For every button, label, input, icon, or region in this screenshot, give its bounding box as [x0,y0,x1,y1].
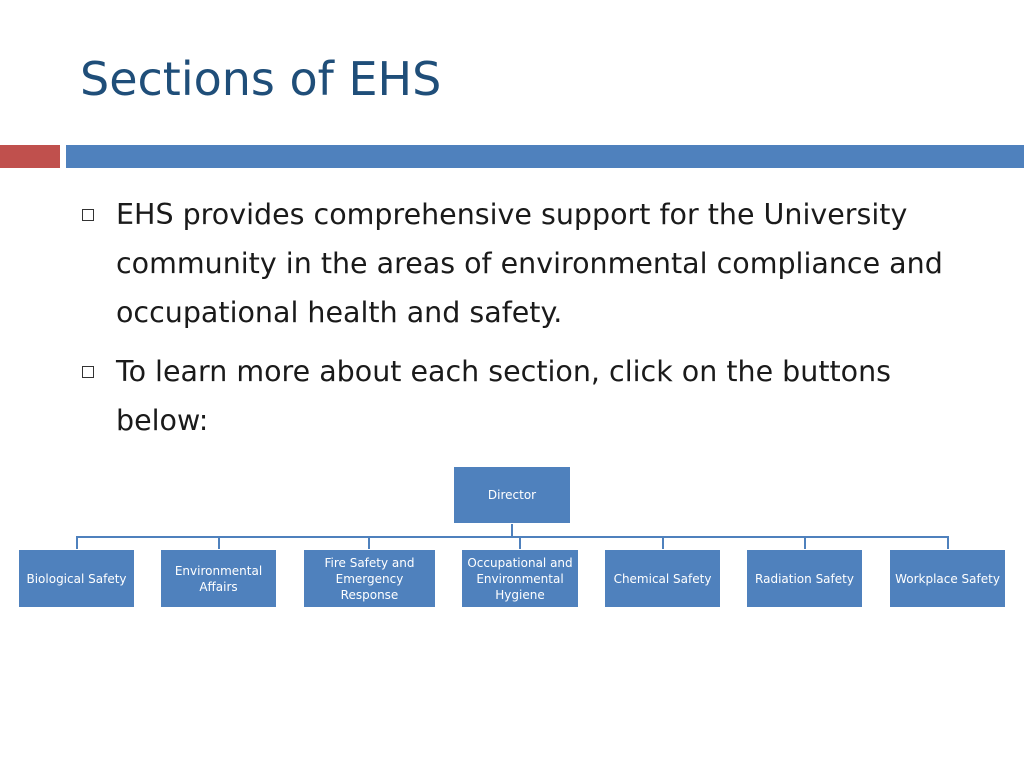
environmental-affairs-button[interactable]: Environmental Affairs [160,549,277,608]
connector-line [76,536,78,550]
slide-title: Sections of EHS [80,52,442,106]
connector-line [947,536,949,550]
chemical-safety-button[interactable]: Chemical Safety [604,549,721,608]
square-bullet-icon [82,209,94,221]
bullet-item [80,190,980,337]
fire-safety-button[interactable]: Fire Safety and Emergency Response [303,549,436,608]
bullet-list [80,190,980,455]
connector-line [662,536,664,550]
accent-bar-red [0,145,60,168]
workplace-safety-button[interactable]: Workplace Safety [889,549,1006,608]
radiation-safety-button[interactable]: Radiation Safety [746,549,863,608]
square-bullet-icon [82,366,94,378]
connector-line [218,536,220,550]
bullet-text: To learn more about each section, click on the buttons below: [116,355,892,437]
bullet-text: EHS provides comprehensive support for the University community in the areas of environmental compliance and occupational health and safety. [116,198,943,329]
accent-bar-blue [66,145,1024,168]
connector-line [519,536,521,550]
connector-line [76,536,949,538]
connector-line [368,536,370,550]
bullet-item [80,347,980,445]
director-button[interactable]: Director [453,466,571,524]
occupational-hygiene-button[interactable]: Occupational and Environmental Hygiene [461,549,579,608]
connector-line [511,523,513,537]
biological-safety-button[interactable]: Biological Safety [18,549,135,608]
connector-line [804,536,806,550]
